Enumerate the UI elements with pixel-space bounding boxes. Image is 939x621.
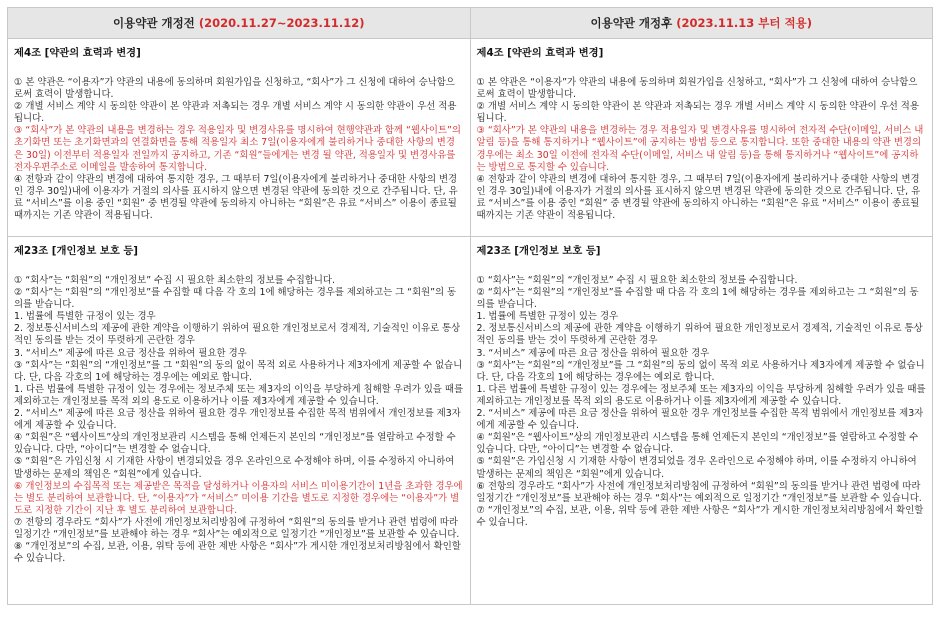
- article-23-row: [8, 237, 933, 605]
- clause-paragraph: ④ 전항과 같이 약관의 변경에 대하여 통지한 경우, 그 때부터 7일(이용자에게 불리하거나 중대한 사항의 변경인 경우 30일)내에 이용자가 거절의 의사를 표시하지 않으면 변경된 약관에 동의한 것으로 간주됩니다. 단, 유료 “서비스”를 이용 중인 “회원” 중 변경될 약관에 동의하지 아니하는 “회원”은 유료 “서비스” 이용이 종료될 때까지는 기존 약관이 적용됩니다.: [14, 173, 458, 222]
- clause-paragraph: ② “회사”는 “회원”의 “개인정보”를 수집할 때 다음 각 호의 1에 해당하는 경우를 제외하고는 그 “회원”의 동의를 받습니다.: [14, 287, 457, 311]
- clause-paragraph: ⑤ “회원”은 가입신청 시 기재한 사항이 변경되었을 경우 온라인으로 수정해야 하며, 이를 수정하지 아니하여 발생하는 문제의 책임은 “회원”에게 있습니다.: [14, 456, 455, 480]
- clause-paragraph: ④ 전항과 같이 약관의 변경에 대하여 통지한 경우, 그 때부터 7일(이용자에게 불리하거나 중대한 사항의 변경인 경우 30일)내에 이용자가 거절의 의사를 표시하지 않으면 변경된 약관에 동의한 것으로 간주됩니다. 단, 유료 “서비스”를 이용 중인 “회원” 중 변경될 약관에 동의하지 아니하는 “회원”은 유료 “서비스” 이용이 종료될 때까지는 기존 약관이 적용됩니다.: [476, 173, 921, 222]
- clause-paragraph: ④ “회원”은 “웹사이트”상의 개인정보관리 시스템을 통해 언제든지 본인의 “개인정보”를 열람하고 수정할 수 있습니다. 다만, “아이디”는 변경할 수 없습니다.: [14, 432, 456, 456]
- clause-item: 1. 법률에 특별한 규정이 있는 경우: [14, 311, 156, 323]
- clause-paragraph: ③ “회사”는 “회원”의 “개인정보”를 그 “회원”의 동의 없이 목적 외로 사용하거나 제3자에게 제공할 수 없습니다. 단, 다음 각호의 1에 해당하는 경우에는 예외로 합니다.: [14, 359, 463, 383]
- clause-paragraph: ⑤ “회원”은 가입신청 시 기재한 사항이 변경되었을 경우 온라인으로 수정해야 하며, 이를 수정하지 아니하여 발생하는 문제의 책임은 “회원”에게 있습니다.: [476, 456, 917, 480]
- clause-item: 1. 법률에 특별한 규정이 있는 경우: [476, 311, 619, 323]
- article-4-row: [8, 39, 933, 237]
- changed-clause-paragraph: ③ “회사”가 본 약관의 내용을 변경하는 경우 적용일자 및 변경사유를 명시하여 현행약관과 함께 “웹사이트”의 초기화면 또는 초기화면과의 연결화면을 통해 적용일자 최소 7일(이용자에게 불리하거나 중대한 사항의 변경은 30일) 이전부터 적용일자 전일까지 공지하고, 기존 “회원”들에게는 변경 될 약관, 적용일자 및 변경사유를 전자우편주소로 이메일을 발송하여 통지합니다.: [14, 125, 461, 173]
- after-header-title: 이용약관 개정후: [590, 16, 673, 30]
- clause-paragraph: ⑥ 전항의 경우라도 “회사”가 사전에 개인정보처리방침에 규정하여 “회원”의 동의를 받거나 관련 법령에 따라 일정기간 “개인정보”를 보관해야 하는 경우 “회사”는 예외적으로 일정기간 “개인정보”를 보관할 수 있습니다.: [476, 480, 922, 504]
- clause-paragraph: ① 본 약관은 “이용자”가 약관의 내용에 동의하며 회원가입을 신청하고, “회사”가 그 신청에 대하여 승낙함으로써 효력이 발생합니다.: [476, 77, 918, 101]
- comparison-table: [7, 7, 933, 605]
- terms-comparison: [7, 7, 933, 605]
- clause-item: 2. “서비스” 제공에 따른 요금 정산을 위하여 필요한 경우 개인정보를 수집한 목적 범위에서 개인정보를 제3자에게 제공할 수 있습니다.: [476, 408, 924, 432]
- article-23-before-cell: [8, 237, 471, 605]
- before-header-title: 이용약관 개정전: [113, 16, 195, 30]
- after-header: [470, 8, 933, 39]
- clause-paragraph: ④ “회원”은 “웹사이트”상의 개인정보관리 시스템을 통해 언제든지 본인의 “개인정보”를 열람하고 수정할 수 있습니다. 다만, “아이디”는 변경할 수 없습니다.: [476, 432, 919, 456]
- clause-item: 2. 정보통신서비스의 제공에 관한 계약을 이행하기 위하여 필요한 개인정보로서 경제적, 기술적인 이유로 통상적인 동의를 받는 것이 뚜렷하게 곤란한 경우: [476, 323, 923, 347]
- clause-paragraph: ② 개별 서비스 계약 시 동의한 약관이 본 약관과 저촉되는 경우 개별 서비스 계약 시 동의한 약관이 우선 적용됩니다.: [476, 101, 919, 125]
- article-4-before-cell: [8, 39, 471, 237]
- changed-clause-paragraph: ⑥ 개인정보의 수집목적 또는 제공받은 목적을 달성하거나 이용자의 서비스 미이용기간이 1년을 초과한 경우에는 별도 분리하여 보관합니다. 단, “이용자”가 “서비스” 미이용 기간을 별도로 지정한 경우에는 “이용자”가 별도로 지정한 기간이 지난 후 별도 분리하여 보관합니다.: [14, 480, 463, 516]
- clause-paragraph: ⑧ “개인정보”의 수집, 보관, 이용, 위탁 등에 관한 제반 사항은 “회사”가 게시한 개인정보처리방침에서 확인할 수 있습니다.: [14, 541, 461, 565]
- clause-item: 3. “서비스” 제공에 따른 요금 정산을 위하여 필요한 경우: [14, 347, 247, 359]
- clause-paragraph: ③ “회사”는 “회원”의 “개인정보”를 그 “회원”의 동의 없이 목적 외로 사용하거나 제3자에게 제공할 수 없습니다. 단, 다음 각호의 1에 해당하는 경우에는 예외로 합니다.: [476, 359, 925, 383]
- before-header: [8, 8, 471, 39]
- clause-item: 1. 다른 법률에 특별한 규정이 있는 경우에는 정보주체 또는 제3자의 이익을 부당하게 침해할 우려가 있을 때를 제외하고는 개인정보를 목적 외의 용도로 이용하거나 이를 제3자에게 제공할 수 있습니다.: [476, 383, 926, 407]
- before-header-period: (2020.11.27~2023.11.12): [198, 16, 365, 30]
- article-23-after-cell: [470, 237, 933, 605]
- article-title: 제4조 [약관의 효력과 변경]: [14, 47, 141, 59]
- article-title: 제23조 [개인정보 보호 등]: [14, 245, 139, 257]
- clause-paragraph: ⑦ 전항의 경우라도 “회사”가 사전에 개인정보처리방침에 규정하여 “회원”의 동의를 받거나 관련 법령에 따라 일정기간 “개인정보”를 보관해야 하는 경우 “회사”는 예외적으로 일정기간 “개인정보”를 보관할 수 있습니다.: [14, 516, 460, 540]
- clause-paragraph: ⑦ “개인정보”의 수집, 보관, 이용, 위탁 등에 관한 제반 사항은 “회사”가 게시한 개인정보처리방침에서 확인할 수 있습니다.: [476, 504, 924, 528]
- clause-paragraph: ① 본 약관은 “이용자”가 약관의 내용에 동의하며 회원가입을 신청하고, “회사”가 그 신청에 대하여 승낙함으로써 효력이 발생합니다.: [14, 77, 455, 101]
- article-title: 제4조 [약관의 효력과 변경]: [476, 47, 604, 59]
- article-title: 제23조 [개인정보 보호 등]: [476, 245, 601, 257]
- after-header-period: (2023.11.13 부터 적용): [676, 16, 812, 30]
- clause-paragraph: ① “회사”는 “회원”의 “개인정보” 수집 시 필요한 최소한의 정보를 수집합니다.: [14, 275, 335, 286]
- clause-item: 2. 정보통신서비스의 제공에 관한 계약을 이행하기 위하여 필요한 개인정보로서 경제적, 기술적인 이유로 통상적인 동의를 받는 것이 뚜렷하게 곤란한 경우: [14, 323, 461, 347]
- clause-item: 1. 다른 법률에 특별한 규정이 있는 경우에는 정보주체 또는 제3자의 이익을 부당하게 침해할 우려가 있을 때를 제외하고는 개인정보를 목적 외의 용도로 이용하거나 이를 제3자에게 제공할 수 있습니다.: [14, 383, 464, 407]
- header-row: [8, 8, 933, 39]
- clause-paragraph: ② “회사”는 “회원”의 “개인정보”를 수집할 때 다음 각 호의 1에 해당하는 경우를 제외하고는 그 “회원”의 동의를 받습니다.: [476, 287, 919, 311]
- clause-paragraph: ② 개별 서비스 계약 시 동의한 약관이 본 약관과 저촉되는 경우 개별 서비스 계약 시 동의한 약관이 우선 적용됩니다.: [14, 101, 457, 125]
- article-4-after-cell: [470, 39, 933, 237]
- clause-item: 3. “서비스” 제공에 따른 요금 정산을 위하여 필요한 경우: [476, 347, 710, 359]
- clause-paragraph: ① “회사”는 “회원”의 “개인정보” 수집 시 필요한 최소한의 정보를 수집합니다.: [476, 275, 798, 286]
- clause-item: 2. “서비스” 제공에 따른 요금 정산을 위하여 필요한 경우 개인정보를 수집한 목적 범위에서 개인정보를 제3자에게 제공할 수 있습니다.: [14, 408, 461, 432]
- changed-clause-paragraph: ③ “회사”가 본 약관의 내용을 변경하는 경우 적용일자 및 변경사유를 명시하여 전자적 수단(이메일, 서비스 내 알림 등)을 통해 통지하거나 “웹사이트”에 공지하는 방법 등으로 통지합니다. 또한 중대한 내용의 약관 변경의 경우에는 최소 30일 이전에 전자적 수단(이메일, 서비스 내 알림 등)을 통해 통지하거나 “웹사이트”에 공지하는 방법으로 통지할 수 있습니다.: [476, 125, 924, 173]
